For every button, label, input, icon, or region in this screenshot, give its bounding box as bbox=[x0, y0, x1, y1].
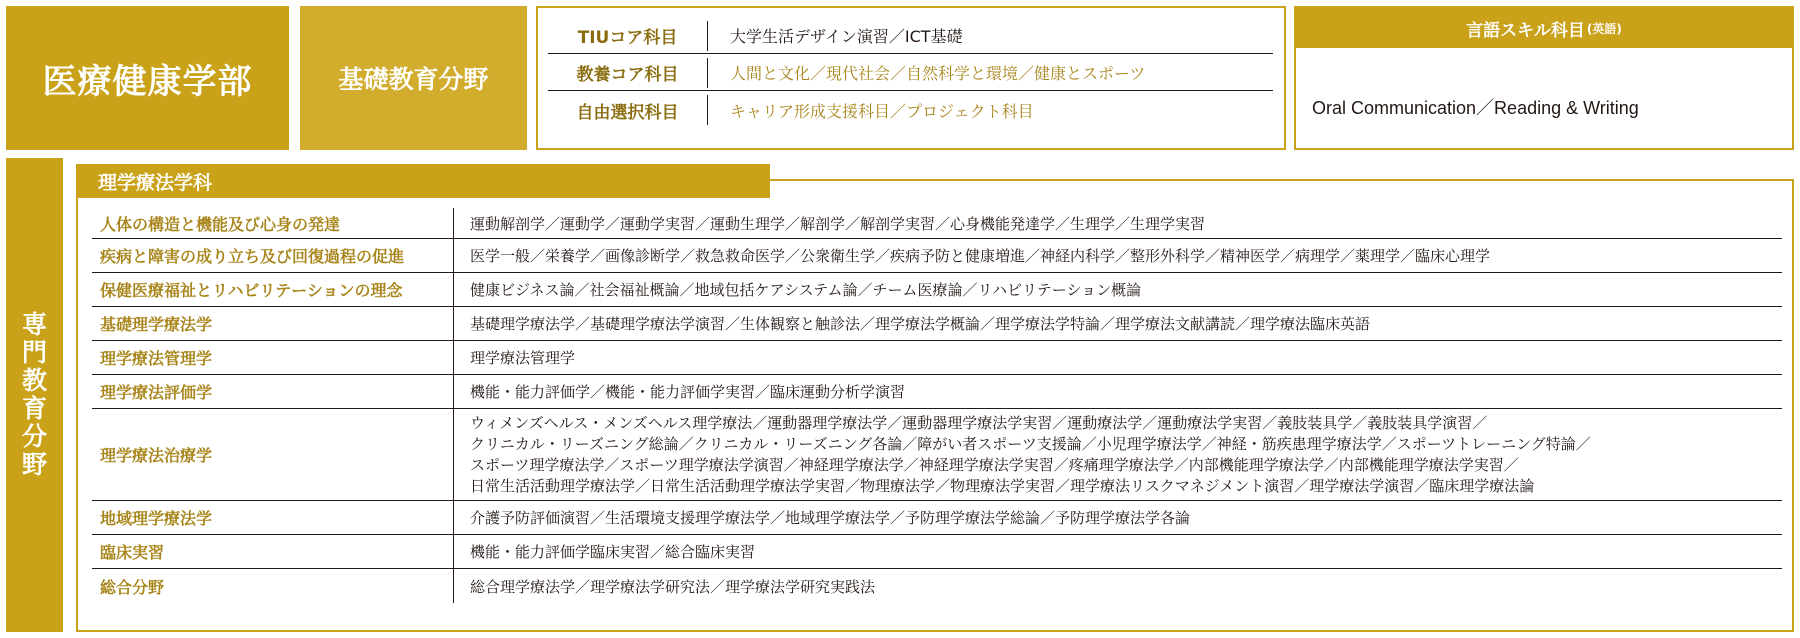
subject-row bbox=[92, 375, 1782, 409]
subject-area-label: 基礎理学療法学 bbox=[92, 307, 454, 340]
core-row-tiu bbox=[548, 18, 1273, 54]
subject-row bbox=[92, 239, 1782, 273]
subject-area-label: 総合分野 bbox=[92, 569, 454, 603]
language-skills-title: 言語スキル科目 bbox=[1466, 20, 1585, 41]
subject-row bbox=[92, 501, 1782, 535]
core-row-value: キャリア形成支援科目／プロジェクト科目 bbox=[730, 101, 1034, 121]
core-subjects-table bbox=[536, 6, 1286, 150]
specialized-label-char: 育 bbox=[21, 394, 47, 423]
subject-area-label: 疾病と障害の成り立ち及び回復過程の促進 bbox=[92, 239, 454, 272]
subject-area-label: 理学療法評価学 bbox=[92, 375, 454, 408]
subject-row bbox=[92, 535, 1782, 569]
subject-row bbox=[92, 273, 1782, 307]
core-row-liberal-arts bbox=[548, 55, 1273, 91]
specialized-label-char: 門 bbox=[21, 338, 47, 367]
subject-row bbox=[92, 341, 1782, 375]
subject-list: 機能・能力評価学／機能・能力評価学実習／臨床運動分析学演習 bbox=[470, 383, 906, 401]
faculty-name: 医療健康学部 bbox=[42, 61, 253, 102]
specialized-label-char: 専 bbox=[21, 310, 47, 339]
language-skills-value: Oral Communication／Reading & Writing bbox=[1312, 98, 1639, 118]
core-row-elective bbox=[548, 92, 1273, 128]
language-skills-suffix: (英語) bbox=[1586, 21, 1622, 36]
subject-list: 基礎理学療法学／基礎理学療法学演習／生体観察と触診法／理学療法学概論／理学療法学特論／理学療法文献講読／理学療法臨床英語 bbox=[470, 315, 1371, 333]
subject-list-line: スポーツ理学療法学／スポーツ理学療法学演習／神経理学療法学／神経理学療法学実習／疼痛理学療法学／内部機能理学療法学／内部機能理学療法学実習／ bbox=[470, 455, 1519, 474]
department-name: 理学療法学科 bbox=[98, 171, 213, 194]
subject-list: 運動解剖学／運動学／運動学実習／運動生理学／解剖学／解剖学実習／心身機能発達学／生理学／生理学実習 bbox=[470, 214, 1206, 233]
subject-row bbox=[92, 409, 1782, 501]
subject-area-label: 保健医療福祉とリハビリテーションの理念 bbox=[92, 273, 454, 306]
language-skills-header bbox=[1296, 8, 1792, 48]
specialized-label-char: 分 bbox=[21, 422, 47, 451]
department-subjects-table bbox=[76, 179, 1794, 632]
basic-education-text: 基礎教育分野 bbox=[338, 65, 489, 94]
subject-area-label: 理学療法治療学 bbox=[92, 409, 454, 500]
faculty-title bbox=[6, 6, 289, 150]
subject-list: 健康ビジネス論／社会福祉概論／地域包括ケアシステム論／チーム医療論／リハビリテーション概論 bbox=[470, 281, 1142, 299]
subject-row bbox=[92, 307, 1782, 341]
language-skills-box bbox=[1294, 6, 1794, 150]
subject-area-label: 地域理学療法学 bbox=[92, 501, 454, 534]
subject-list bbox=[454, 409, 1591, 500]
subject-list-line: クリニカル・リーズニング総論／クリニカル・リーズニング各論／障がい者スポーツ支援論／小児理学療法学／神経・筋疾患理学療法学／スポーツトレーニング特論／ bbox=[470, 434, 1591, 453]
subject-row bbox=[92, 208, 1782, 239]
subject-list: 総合理学療法学／理学療法学研究法／理学療法学研究実践法 bbox=[470, 577, 876, 596]
subject-area-label: 理学療法管理学 bbox=[92, 341, 454, 374]
subject-row bbox=[92, 569, 1782, 603]
subject-list-line: ウィメンズヘルス・メンズヘルス理学療法／運動器理学療法学／運動器理学療法学実習／運動療法学／運動療法学実習／義肢装具学／義肢装具学演習／ bbox=[470, 413, 1488, 432]
core-row-value: 大学生活デザイン演習／ICT基礎 bbox=[730, 27, 963, 46]
subject-area-label: 人体の構造と機能及び心身の発達 bbox=[92, 208, 454, 238]
subject-list-line: 日常生活活動理学療法学／日常生活活動理学療法学実習／物理療法学／物理療法学実習／理学療法リスクマネジメント演習／理学療法学演習／臨床理学療法論 bbox=[470, 476, 1535, 495]
specialized-education-label bbox=[6, 158, 63, 632]
department-tab bbox=[76, 164, 770, 198]
specialized-label-char: 野 bbox=[21, 450, 47, 479]
specialized-label-char: 教 bbox=[21, 366, 47, 395]
subject-list: 機能・能力評価学臨床実習／総合臨床実習 bbox=[470, 543, 756, 561]
core-row-value: 人間と文化／現代社会／自然科学と環境／健康とスポーツ bbox=[730, 64, 1146, 83]
basic-education-label bbox=[300, 6, 527, 150]
core-row-label: 自由選択科目 bbox=[548, 95, 708, 125]
subject-area-label: 臨床実習 bbox=[92, 535, 454, 568]
core-row-label: TIUコア科目 bbox=[548, 21, 708, 51]
subject-list: 理学療法管理学 bbox=[470, 349, 576, 367]
subject-list: 介護予防評価演習／生活環境支援理学療法学／地域理学療法学／予防理学療法学総論／予防理学療法学各論 bbox=[470, 509, 1191, 527]
core-row-label: 教養コア科目 bbox=[548, 58, 708, 88]
subject-list: 医学一般／栄養学／画像診断学／救急救命医学／公衆衛生学／疾病予防と健康増進／神経内科学／整形外科学／精神医学／病理学／薬理学／臨床心理学 bbox=[470, 247, 1491, 265]
